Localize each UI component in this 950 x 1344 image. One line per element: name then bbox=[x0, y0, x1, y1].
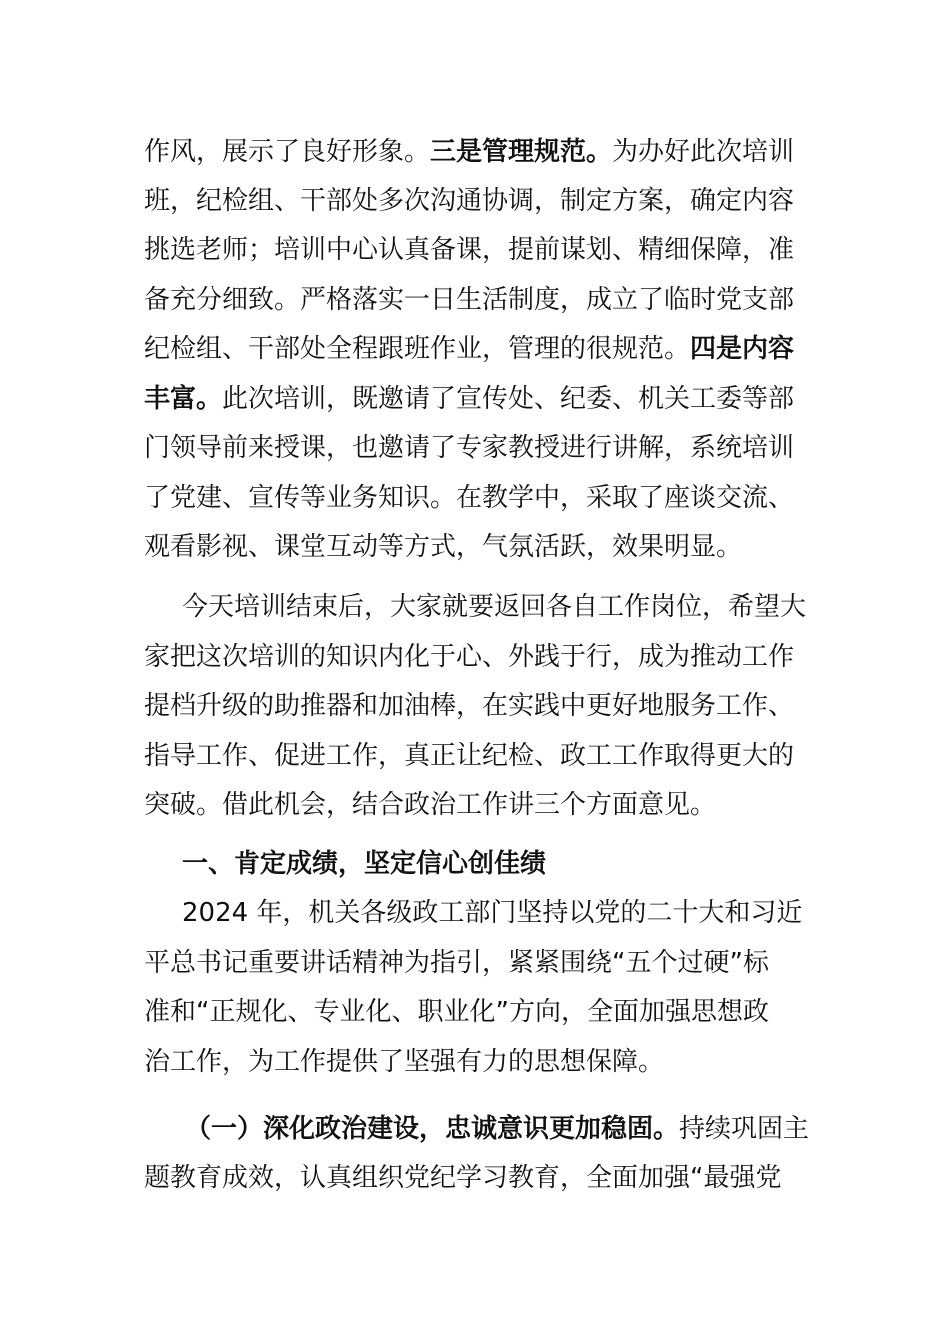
text-line-3: 挑选老师；培训中心认真备课，提前谋划、精细保障，准 bbox=[144, 235, 795, 265]
text-line-21: 题教育成效，认真组织党纪学习教育，全面加强“最强党 bbox=[144, 1163, 782, 1193]
text-line-11: 家把这次培训的知识内化于心、外践于行，成为推动工作 bbox=[144, 642, 795, 672]
text-line-18: 准和“正规化、专业化、职业化”方向，全面加强思想政 bbox=[144, 997, 769, 1027]
text-line-6: 丰富。此次培训，既邀请了宣传处、纪委、机关工委等部 bbox=[144, 384, 795, 414]
text-line-16: 2024 年，机关各级政工部门坚持以党的二十大和习近 bbox=[182, 898, 803, 928]
subsection-line: （一）深化政治建设，忠诚意识更加稳固。持续巩固主 bbox=[185, 1114, 810, 1144]
text-line-12: 提档升级的助推器和加油棒，在实践中更好地服务工作、 bbox=[144, 691, 795, 721]
text-line-7: 门领导前来授课，也邀请了专家教授进行讲解，系统培训 bbox=[144, 433, 795, 463]
text-line-14: 突破。借此机会，结合政治工作讲三个方面意见。 bbox=[144, 790, 717, 820]
text-line-4: 备充分细致。严格落实一日生活制度，成立了临时党支部 bbox=[144, 285, 795, 315]
text-line-17: 平总书记重要讲话精神为指引，紧紧围绕“五个过硬”标 bbox=[144, 948, 769, 978]
text-line-1: 作风，展示了良好形象。三是管理规范。为办好此次培训 bbox=[144, 137, 795, 167]
text-line-5: 纪检组、干部处全程跟班作业，管理的很规范。四是内容 bbox=[144, 334, 795, 364]
text-line-9: 观看影视、课堂互动等方式，气氛活跃，效果明显。 bbox=[144, 532, 743, 562]
text-line-19: 治工作，为工作提供了坚强有力的思想保障。 bbox=[144, 1047, 665, 1077]
text-line-2: 班，纪检组、干部处多次沟通协调，制定方案，确定内容 bbox=[144, 186, 795, 216]
text-line-8: 了党建、宣传等业务知识。在教学中，采取了座谈交流、 bbox=[144, 483, 795, 513]
section-heading: 一、肯定成绩，坚定信心创佳绩 bbox=[182, 849, 547, 879]
text-line-10: 今天培训结束后，大家就要返回各自工作岗位，希望大 bbox=[182, 592, 807, 622]
text-line-13: 指导工作、促进工作，真正让纪检、政工工作取得更大的 bbox=[144, 741, 795, 771]
